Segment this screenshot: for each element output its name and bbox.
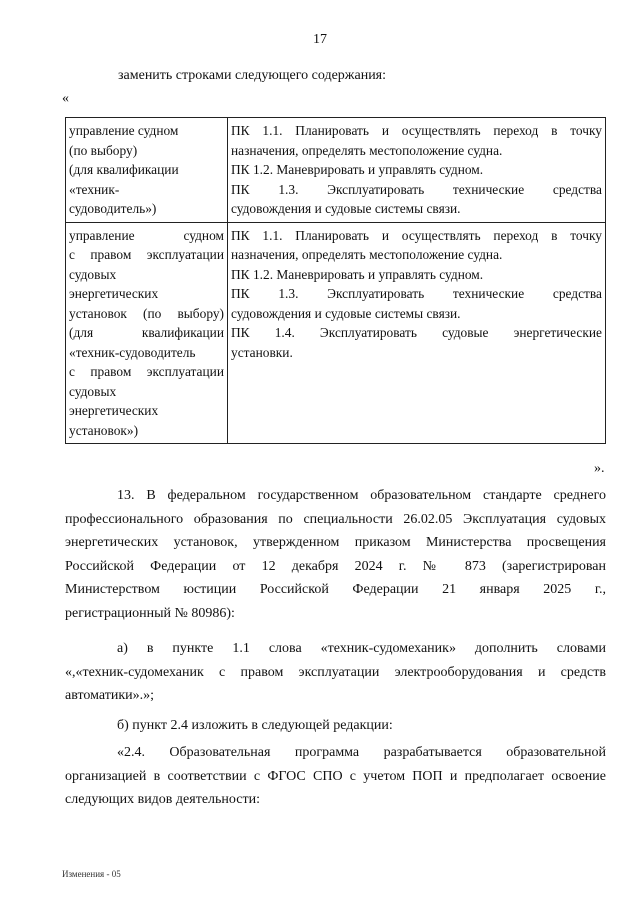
competency-cell bbox=[228, 222, 606, 444]
activity-line: (для квалификации bbox=[69, 325, 224, 340]
paragraph-line: Министерством юстиции Российской Федерации 21 января 2025 г., bbox=[65, 582, 606, 597]
competencies-table bbox=[65, 117, 606, 444]
paragraph-line: «2.4. Образовательная программа разрабатывается образовательной bbox=[117, 745, 606, 760]
paragraph-line: профессионального образования по специальности 26.02.05 Эксплуатация судовых bbox=[65, 511, 606, 527]
competency-line: судовождения и судовые системы связи. bbox=[231, 201, 461, 216]
activity-cell bbox=[66, 118, 228, 223]
intro-text: заменить строками следующего содержания: bbox=[118, 68, 387, 83]
activity-line: судовых bbox=[69, 266, 117, 282]
paragraph-line: организацией в соответствии с ФГОС СПО с учетом ПОП и предполагает освоение bbox=[65, 768, 606, 784]
activity-line: (по выбору) bbox=[69, 142, 138, 158]
activity-line: установок») bbox=[69, 422, 139, 438]
paragraph-line: Российской Федерации от 12 декабря 2024 г. № 873 (зарегистрирован bbox=[65, 558, 606, 574]
activity-line: энергетических bbox=[69, 403, 159, 418]
activity-cell bbox=[66, 222, 228, 444]
table-row bbox=[66, 118, 606, 223]
activity-line: «техник-судоводитель bbox=[69, 344, 196, 360]
page-number: 17 bbox=[313, 32, 327, 47]
activity-line: с правом эксплуатации bbox=[69, 247, 224, 262]
activity-line: с правом эксплуатации bbox=[69, 364, 224, 379]
competency-line: ПК 1.3. Эксплуатировать технические средства bbox=[231, 181, 602, 197]
open-quote: « bbox=[62, 91, 69, 106]
paragraph-line: следующих видов деятельности: bbox=[65, 792, 260, 807]
competency-line: ПК 1.1. Планировать и осуществлять переход в точку bbox=[231, 123, 602, 138]
competency-line: назначения, определять местоположение судна. bbox=[231, 247, 503, 262]
paragraph-line: б) пункт 2.4 изложить в следующей редакции: bbox=[117, 718, 393, 733]
competency-line: ПК 1.2. Маневрировать и управлять судном. bbox=[231, 162, 484, 177]
paragraph-b bbox=[65, 714, 606, 738]
competency-line: ПК 1.4. Эксплуатировать судовые энергетические bbox=[231, 325, 602, 340]
competency-line: ПК 1.2. Маневрировать и управлять судном. bbox=[231, 266, 484, 282]
activity-line: (для квалификации bbox=[69, 162, 179, 177]
competency-line: судовождения и судовые системы связи. bbox=[231, 305, 461, 321]
paragraph-line: а) в пункте 1.1 слова «техник-судомеханик» дополнить словами bbox=[117, 641, 606, 656]
competency-line: ПК 1.3. Эксплуатировать технические средства bbox=[231, 286, 602, 301]
activity-line: судоводитель») bbox=[69, 201, 157, 216]
paragraph-line: регистрационный № 80986): bbox=[65, 605, 235, 621]
close-quote: ». bbox=[594, 461, 605, 476]
competency-line: установки. bbox=[231, 344, 293, 360]
paragraph-line: 13. В федеральном государственном образовательном стандарте среднего bbox=[117, 488, 606, 503]
paragraph-line: энергетических установок, утвержденном приказом Министерства просвещения bbox=[65, 535, 606, 550]
activity-line: судовых bbox=[69, 383, 117, 399]
activity-line: энергетических bbox=[69, 286, 159, 301]
paragraph-2-4 bbox=[65, 741, 606, 812]
activity-line: установок (по выбору) bbox=[69, 305, 224, 321]
paragraph-a bbox=[65, 637, 606, 708]
competency-line: ПК 1.1. Планировать и осуществлять переход в точку bbox=[231, 227, 602, 243]
paragraph-13 bbox=[65, 484, 606, 625]
competency-line: назначения, определять местоположение судна. bbox=[231, 142, 503, 158]
activity-line: управление судном bbox=[69, 227, 224, 243]
footer-label: Изменения - 05 bbox=[62, 869, 121, 879]
paragraph-line: автоматики».»; bbox=[65, 688, 155, 703]
paragraph-line: «,«техник-судомеханик с правом эксплуатации электрооборудования и средств bbox=[65, 664, 606, 680]
competency-cell bbox=[228, 118, 606, 223]
table-row bbox=[66, 222, 606, 444]
activity-line: «техник- bbox=[69, 181, 120, 197]
activity-line: управление судном bbox=[69, 123, 179, 138]
